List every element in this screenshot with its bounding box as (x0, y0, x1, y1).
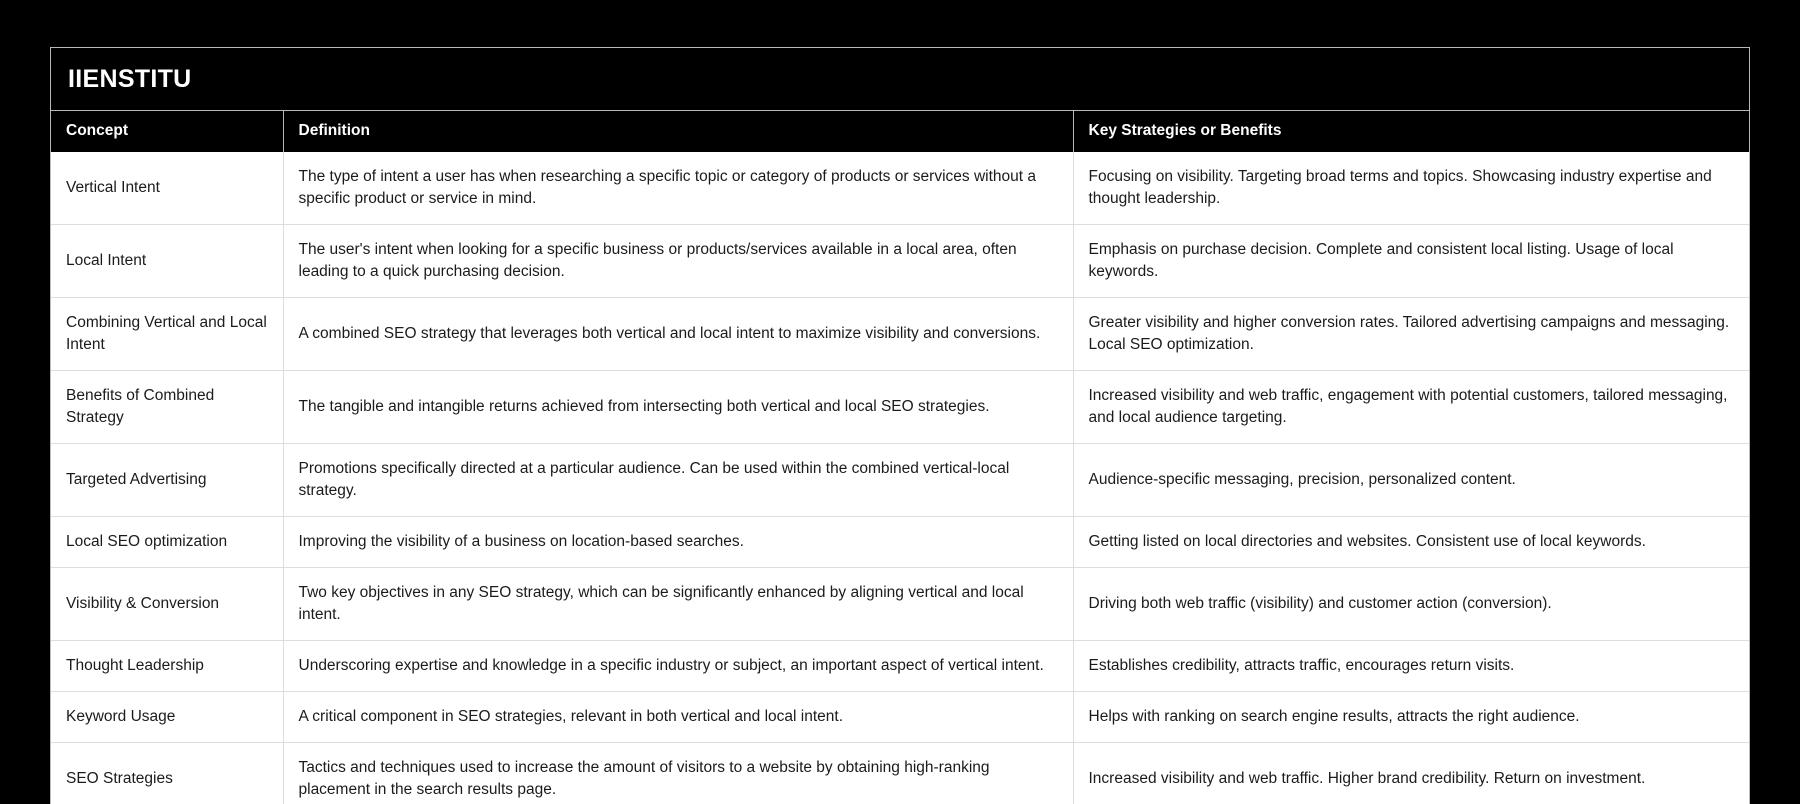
cell-concept: Local Intent (51, 225, 283, 298)
cell-definition: A critical component in SEO strategies, relevant in both vertical and local intent. (283, 692, 1073, 743)
brand-title: IIENSTITU (68, 64, 192, 93)
table-row (51, 517, 1749, 568)
table-row (51, 568, 1749, 641)
table-body (51, 152, 1749, 804)
cell-benefits: Increased visibility and web traffic. Higher brand credibility. Return on investment. (1073, 743, 1749, 804)
column-header-definition: Definition (283, 111, 1073, 152)
cell-definition: Improving the visibility of a business on location-based searches. (283, 517, 1073, 568)
column-header-benefits: Key Strategies or Benefits (1073, 111, 1749, 152)
cell-concept: Targeted Advertising (51, 444, 283, 517)
seo-table-card (50, 47, 1750, 804)
column-header-concept: Concept (51, 111, 283, 152)
cell-concept: Thought Leadership (51, 641, 283, 692)
cell-benefits: Driving both web traffic (visibility) and customer action (conversion). (1073, 568, 1749, 641)
cell-benefits: Audience-specific messaging, precision, personalized content. (1073, 444, 1749, 517)
cell-benefits: Greater visibility and higher conversion rates. Tailored advertising campaigns and messaging. Local SEO optimization. (1073, 298, 1749, 371)
table-row (51, 225, 1749, 298)
cell-definition: The user's intent when looking for a specific business or products/services available in a local area, often leading to a quick purchasing decision. (283, 225, 1073, 298)
table-row (51, 298, 1749, 371)
table-head (51, 111, 1749, 152)
brand-header (51, 48, 1749, 111)
cell-benefits: Increased visibility and web traffic, engagement with potential customers, tailored messaging, and local audience targeting. (1073, 371, 1749, 444)
table-row (51, 641, 1749, 692)
table-row (51, 152, 1749, 225)
cell-definition: The tangible and intangible returns achieved from intersecting both vertical and local SEO strategies. (283, 371, 1073, 444)
cell-benefits: Focusing on visibility. Targeting broad terms and topics. Showcasing industry expertise and thought leadership. (1073, 152, 1749, 225)
seo-concepts-table (51, 111, 1749, 804)
table-row (51, 444, 1749, 517)
cell-concept: Benefits of Combined Strategy (51, 371, 283, 444)
cell-definition: Two key objectives in any SEO strategy, which can be significantly enhanced by aligning vertical and local intent. (283, 568, 1073, 641)
cell-concept: SEO Strategies (51, 743, 283, 804)
cell-benefits: Getting listed on local directories and websites. Consistent use of local keywords. (1073, 517, 1749, 568)
cell-definition: The type of intent a user has when researching a specific topic or category of products or services without a specific product or service in mind. (283, 152, 1073, 225)
cell-concept: Combining Vertical and Local Intent (51, 298, 283, 371)
cell-definition: Promotions specifically directed at a particular audience. Can be used within the combined vertical-local strategy. (283, 444, 1073, 517)
cell-concept: Local SEO optimization (51, 517, 283, 568)
cell-benefits: Helps with ranking on search engine results, attracts the right audience. (1073, 692, 1749, 743)
table-row (51, 743, 1749, 804)
cell-benefits: Establishes credibility, attracts traffic, encourages return visits. (1073, 641, 1749, 692)
cell-definition: Underscoring expertise and knowledge in a specific industry or subject, an important aspect of vertical intent. (283, 641, 1073, 692)
table-row (51, 371, 1749, 444)
table-header-row (51, 111, 1749, 152)
cell-definition: Tactics and techniques used to increase the amount of visitors to a website by obtaining high-ranking placement in the search results page. (283, 743, 1073, 804)
cell-benefits: Emphasis on purchase decision. Complete and consistent local listing. Usage of local keywords. (1073, 225, 1749, 298)
cell-definition: A combined SEO strategy that leverages both vertical and local intent to maximize visibility and conversions. (283, 298, 1073, 371)
cell-concept: Vertical Intent (51, 152, 283, 225)
cell-concept: Visibility & Conversion (51, 568, 283, 641)
table-row (51, 692, 1749, 743)
cell-concept: Keyword Usage (51, 692, 283, 743)
